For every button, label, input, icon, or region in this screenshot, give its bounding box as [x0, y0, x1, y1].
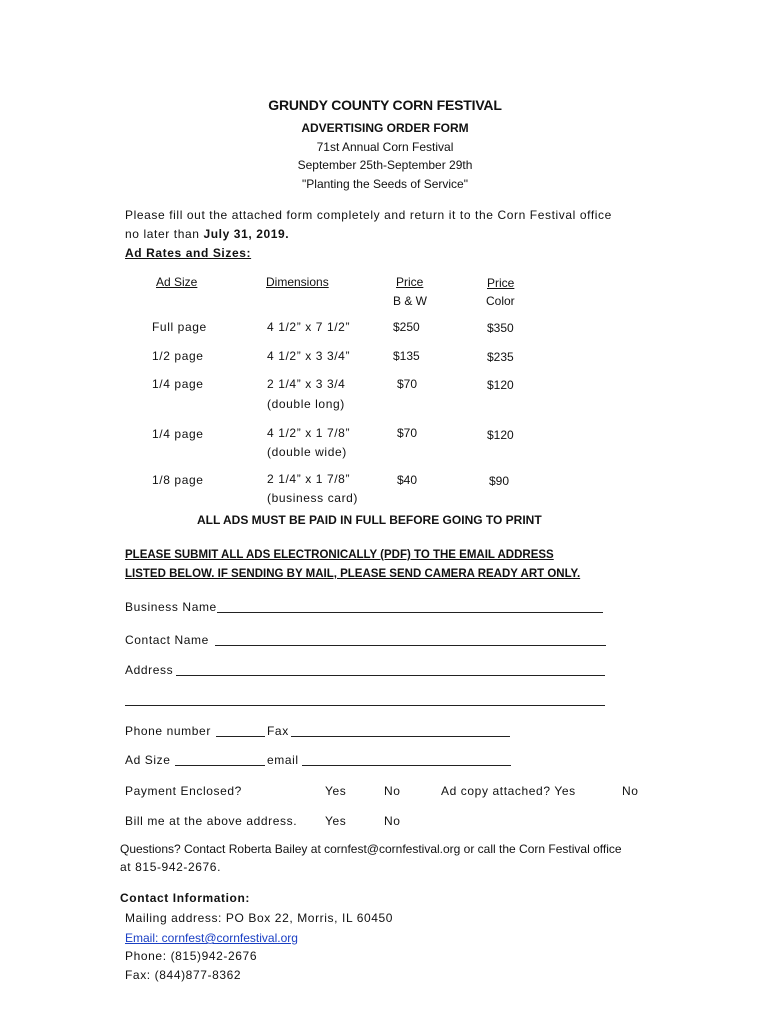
contact-fax: Fax: (844)877-8362	[125, 968, 242, 982]
edition-line: 71st Annual Corn Festival	[316, 140, 454, 154]
form-subtitle: ADVERTISING ORDER FORM	[301, 121, 469, 135]
table-row-1-dim: 4 1/2” x 3 3/4”	[267, 349, 351, 363]
contact-name-label: Contact Name	[125, 633, 209, 647]
questions-line-1: Questions? Contact Roberta Bailey at cornfest@cornfestival.org or call the Corn Festival office	[120, 842, 622, 856]
email-link[interactable]: Email: cornfest@cornfestival.org	[125, 931, 298, 945]
table-row-4-color: $90	[489, 474, 510, 488]
col-header-price-bw: Price	[396, 275, 424, 289]
rates-heading: Ad Rates and Sizes:	[125, 246, 252, 260]
table-row-4-dim-note: (business card)	[267, 491, 359, 505]
col-header-size: Ad Size	[156, 275, 198, 289]
table-row-2-color: $120	[487, 378, 514, 392]
business-name-label: Business Name	[125, 600, 217, 614]
email-label: email	[267, 753, 299, 767]
col-header-price-color: Price	[487, 276, 515, 290]
col-header-bw: B & W	[393, 294, 428, 308]
table-row-3-dim-note: (double wide)	[267, 445, 347, 459]
address-field[interactable]	[176, 675, 605, 676]
table-row-4-bw: $40	[397, 473, 418, 487]
ad-copy-attached-yes-option[interactable]: Ad copy attached? Yes	[441, 784, 576, 798]
questions-line-2: at 815-942-2676.	[120, 860, 222, 874]
table-row-3-bw: $70	[397, 426, 418, 440]
contact-heading: Contact Information:	[120, 891, 250, 905]
table-row-3-size: 1/4 page	[152, 427, 204, 441]
business-name-field[interactable]	[217, 612, 603, 613]
table-row-0-size: Full page	[152, 320, 207, 334]
payment-notice: ALL ADS MUST BE PAID IN FULL BEFORE GOING TO PRINT	[197, 513, 542, 527]
table-row-0-bw: $250	[393, 320, 420, 334]
dates-line: September 25th-September 29th	[297, 158, 473, 172]
table-row-3-color: $120	[487, 428, 514, 442]
submit-notice-line-1: PLEASE SUBMIT ALL ADS ELECTRONICALLY (PDF) TO THE EMAIL ADDRESS	[125, 549, 554, 561]
table-row-2-size: 1/4 page	[152, 377, 204, 391]
theme-line: "Planting the Seeds of Service"	[302, 177, 468, 191]
intro-prefix: no later than	[125, 227, 204, 241]
fax-label: Fax	[267, 724, 289, 738]
table-row-1-color: $235	[487, 350, 514, 364]
table-row-1-size: 1/2 page	[152, 349, 204, 363]
intro-line-1: Please fill out the attached form completely and return it to the Corn Festival office	[125, 208, 612, 222]
table-row-2-bw: $70	[397, 377, 418, 391]
ad-size-label: Ad Size	[125, 753, 171, 767]
ad-copy-no-option[interactable]: No	[622, 784, 639, 798]
payment-enclosed-label: Payment Enclosed?	[125, 784, 242, 798]
email-field[interactable]	[302, 765, 511, 766]
fax-field[interactable]	[291, 736, 510, 737]
address-label: Address	[125, 663, 174, 677]
submit-notice-line-2: LISTED BELOW. IF SENDING BY MAIL, PLEASE SEND CAMERA READY ART ONLY.	[125, 568, 581, 580]
payment-yes-option[interactable]: Yes	[325, 784, 347, 798]
bill-yes-option[interactable]: Yes	[325, 814, 347, 828]
table-row-0-dim: 4 1/2” x 7 1/2”	[267, 320, 351, 334]
bill-me-label: Bill me at the above address.	[125, 814, 298, 828]
table-row-0-color: $350	[487, 321, 514, 335]
contact-name-field[interactable]	[215, 645, 606, 646]
table-row-2-dim-note: (double long)	[267, 397, 345, 411]
table-row-3-dim: 4 1/2” x 1 7/8”	[267, 426, 351, 440]
table-row-2-dim: 2 1/4” x 3 3/4	[267, 377, 346, 391]
col-header-color: Color	[486, 294, 515, 308]
bill-no-option[interactable]: No	[384, 814, 401, 828]
phone-field[interactable]	[216, 736, 265, 737]
mailing-address: Mailing address: PO Box 22, Morris, IL 60450	[125, 911, 394, 925]
address-field-line-2[interactable]	[125, 705, 605, 706]
table-row-4-dim: 2 1/4” x 1 7/8”	[267, 472, 351, 486]
deadline-date: July 31, 2019.	[203, 227, 290, 241]
table-row-1-bw: $135	[393, 349, 420, 363]
contact-phone: Phone: (815)942-2676	[125, 949, 258, 963]
page-title: GRUNDY COUNTY CORN FESTIVAL	[268, 97, 502, 113]
phone-label: Phone number	[125, 724, 211, 738]
payment-no-option[interactable]: No	[384, 784, 401, 798]
col-header-dimensions: Dimensions	[266, 275, 329, 289]
ad-size-field[interactable]	[175, 765, 265, 766]
intro-line-2	[125, 227, 289, 241]
table-row-4-size: 1/8 page	[152, 473, 204, 487]
